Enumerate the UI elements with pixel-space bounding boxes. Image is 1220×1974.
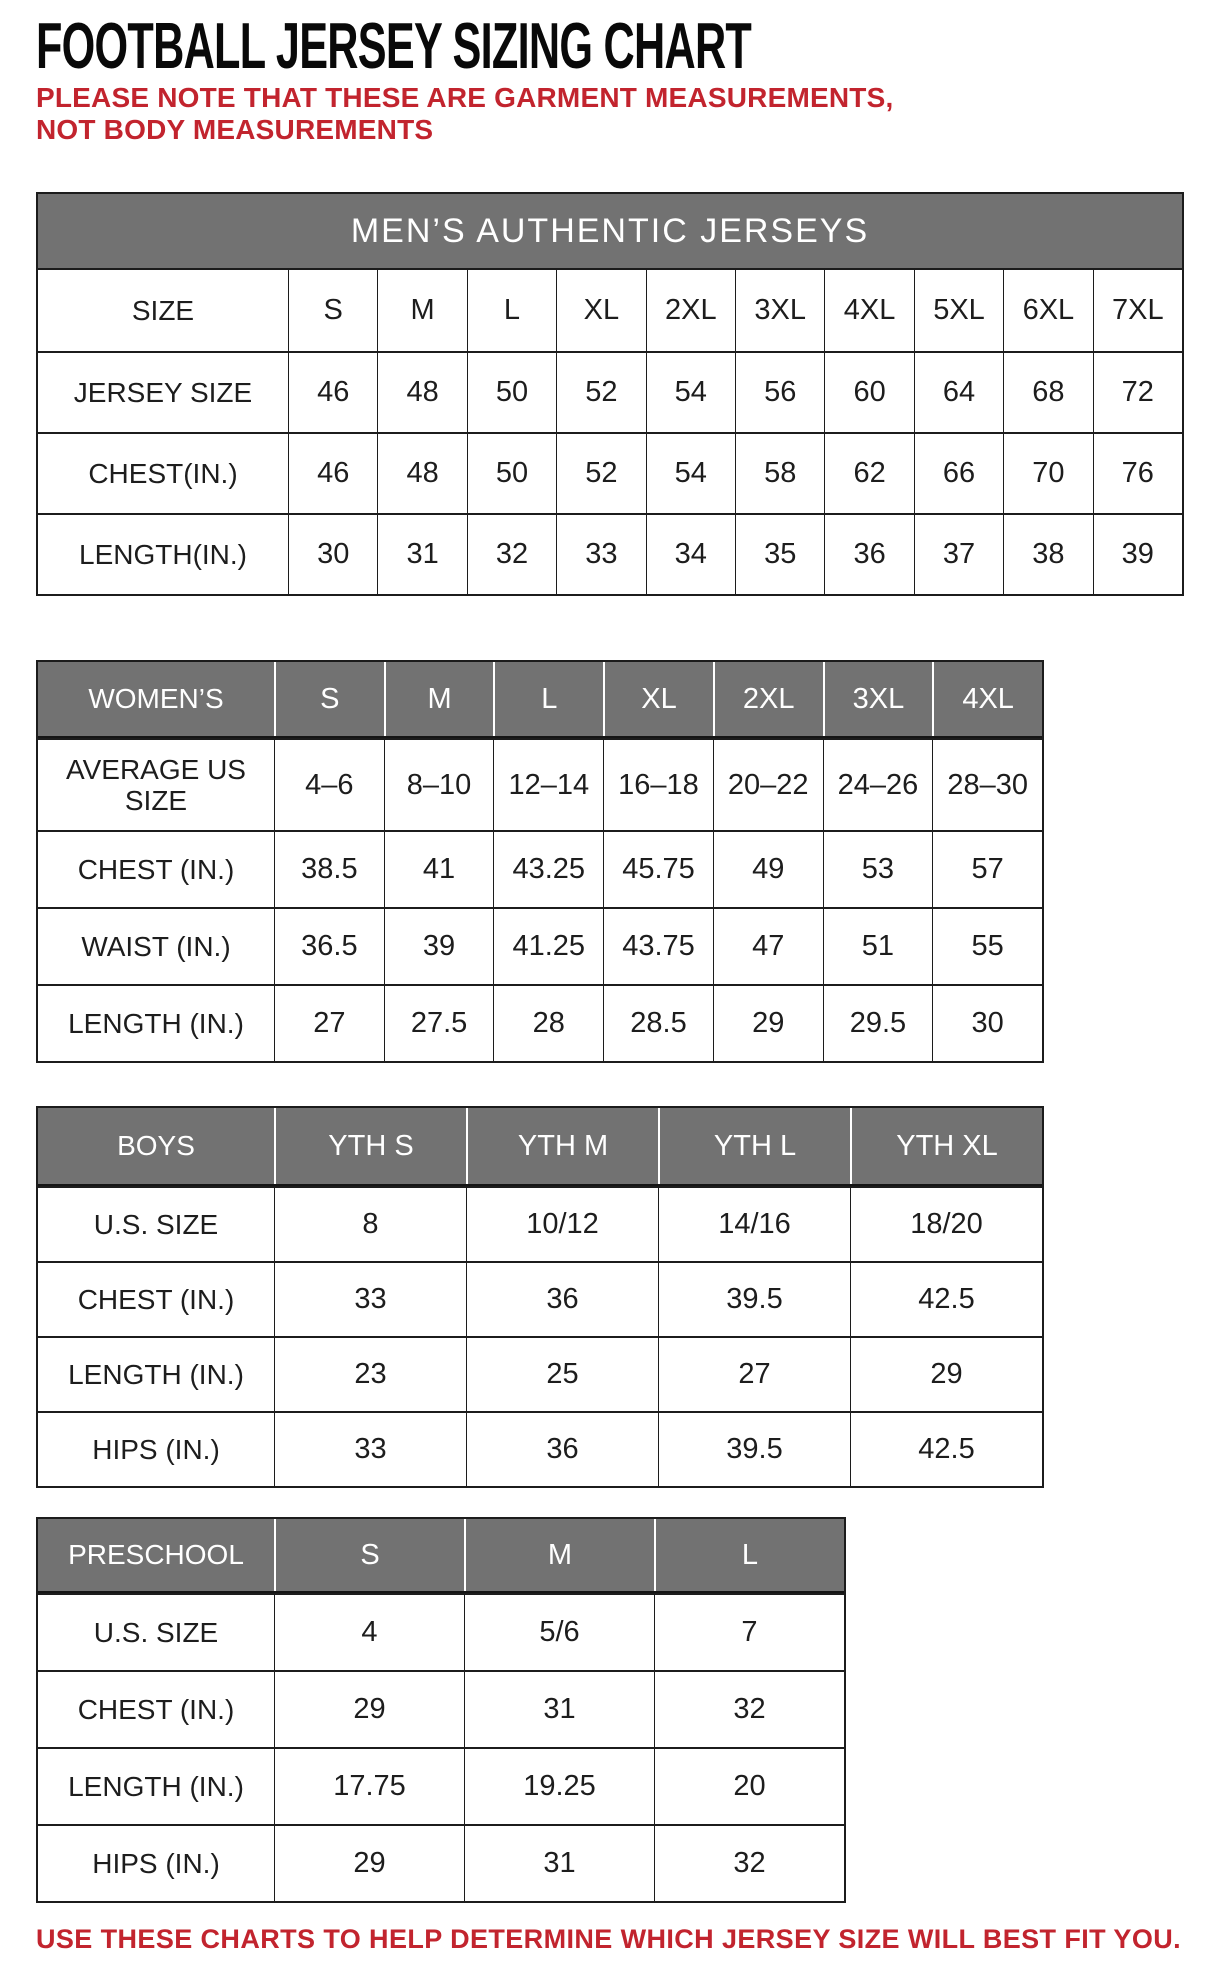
preschool-column-header: L — [654, 1519, 844, 1591]
mens-value-cell: 3XL — [735, 270, 824, 351]
boys-value-cell: 8 — [274, 1188, 466, 1261]
boys-column-header: YTH L — [658, 1108, 850, 1184]
boys-column-header: YTH S — [274, 1108, 466, 1184]
boys-row-label: LENGTH (IN.) — [68, 1358, 244, 1390]
womens-value-cell: 49 — [713, 832, 823, 907]
mens-value-cell: 54 — [646, 434, 735, 513]
mens-value-cell: 68 — [1003, 353, 1092, 432]
womens-value-cell: 57 — [932, 832, 1042, 907]
womens-value-cell: 45.75 — [603, 832, 713, 907]
preschool-column-header: M — [464, 1519, 654, 1591]
mens-value-cell: L — [467, 270, 556, 351]
mens-value-cell: 76 — [1093, 434, 1182, 513]
mens-value-cell: 34 — [646, 515, 735, 594]
womens-row-label: CHEST (IN.) — [77, 853, 235, 885]
preschool-value-cell: 19.25 — [464, 1749, 654, 1824]
womens-value-cell: 39 — [384, 909, 494, 984]
boys-value-cell: 39.5 — [658, 1263, 850, 1336]
preschool-column-header: S — [274, 1519, 464, 1591]
mens-value-cell: M — [377, 270, 466, 351]
womens-value-cell: 27 — [274, 986, 384, 1061]
boys-value-cell: 25 — [466, 1338, 658, 1411]
preschool-value-cell: 4 — [274, 1595, 464, 1670]
garment-measurement-note: PLEASE NOTE THAT THESE ARE GARMENT MEASUREMENTS, NOT BODY MEASUREMENTS — [36, 82, 894, 146]
mens-table-grid — [38, 270, 1182, 594]
mens-value-cell: 32 — [467, 515, 556, 594]
boys-value-cell: 33 — [274, 1413, 466, 1486]
preschool-value-cell: 7 — [654, 1595, 844, 1670]
womens-column-header: S — [274, 662, 384, 736]
womens-value-cell: 28.5 — [603, 986, 713, 1061]
boys-value-cell: 39.5 — [658, 1413, 850, 1486]
preschool-row-label: LENGTH (IN.) — [68, 1770, 244, 1802]
boys-row — [38, 1411, 1042, 1486]
preschool-row — [38, 1593, 844, 1670]
preschool-row — [38, 1824, 844, 1901]
mens-value-cell: 56 — [735, 353, 824, 432]
womens-value-cell: 8–10 — [384, 740, 494, 830]
mens-value-cell: 60 — [824, 353, 913, 432]
boys-value-cell: 33 — [274, 1263, 466, 1336]
womens-value-cell: 4–6 — [274, 740, 384, 830]
mens-value-cell: 2XL — [646, 270, 735, 351]
mens-value-cell: 64 — [914, 353, 1003, 432]
womens-value-cell: 29 — [713, 986, 823, 1061]
preschool-header-label: PRESCHOOL — [38, 1519, 274, 1591]
boys-value-cell: 10/12 — [466, 1188, 658, 1261]
womens-table-grid — [38, 662, 1042, 1061]
mens-value-cell: 52 — [556, 434, 645, 513]
mens-value-cell: 38 — [1003, 515, 1092, 594]
preschool-table-grid — [38, 1519, 844, 1901]
boys-row-label: HIPS (IN.) — [92, 1433, 220, 1465]
boys-header-label: BOYS — [38, 1108, 274, 1184]
womens-value-cell: 36.5 — [274, 909, 384, 984]
boys-sizing-table — [36, 1106, 1044, 1488]
preschool-row-label: U.S. SIZE — [93, 1616, 219, 1648]
womens-column-header: M — [384, 662, 494, 736]
mens-table-caption: MEN’S AUTHENTIC JERSEYS — [38, 194, 1182, 270]
mens-value-cell: 48 — [377, 353, 466, 432]
preschool-value-cell: 32 — [654, 1826, 844, 1901]
womens-row — [38, 830, 1042, 907]
womens-value-cell: 47 — [713, 909, 823, 984]
womens-value-cell: 41 — [384, 832, 494, 907]
preschool-sizing-table — [36, 1517, 846, 1903]
boys-value-cell: 42.5 — [850, 1413, 1042, 1486]
mens-value-cell: 46 — [288, 353, 377, 432]
mens-value-cell: 50 — [467, 353, 556, 432]
womens-column-header: L — [493, 662, 603, 736]
mens-value-cell: 30 — [288, 515, 377, 594]
preschool-row-label: HIPS (IN.) — [92, 1847, 220, 1879]
preschool-value-cell: 20 — [654, 1749, 844, 1824]
mens-row-label: CHEST(IN.) — [88, 457, 238, 489]
womens-value-cell: 41.25 — [493, 909, 603, 984]
womens-header-row — [38, 662, 1042, 738]
womens-value-cell: 29.5 — [823, 986, 933, 1061]
womens-value-cell: 53 — [823, 832, 933, 907]
mens-value-cell: 31 — [377, 515, 466, 594]
mens-value-cell: 35 — [735, 515, 824, 594]
preschool-row — [38, 1747, 844, 1824]
womens-value-cell: 55 — [932, 909, 1042, 984]
womens-value-cell: 38.5 — [274, 832, 384, 907]
mens-value-cell: XL — [556, 270, 645, 351]
preschool-value-cell: 29 — [274, 1826, 464, 1901]
preschool-value-cell: 5/6 — [464, 1595, 654, 1670]
womens-row-label: AVERAGE US SIZE — [66, 753, 246, 816]
mens-value-cell: 36 — [824, 515, 913, 594]
womens-column-header: 3XL — [823, 662, 933, 736]
mens-value-cell: 4XL — [824, 270, 913, 351]
preschool-value-cell: 32 — [654, 1672, 844, 1747]
womens-value-cell: 27.5 — [384, 986, 494, 1061]
womens-value-cell: 28 — [493, 986, 603, 1061]
mens-row — [38, 513, 1182, 594]
womens-column-header: XL — [603, 662, 713, 736]
mens-value-cell: 70 — [1003, 434, 1092, 513]
mens-value-cell: 5XL — [914, 270, 1003, 351]
boys-row — [38, 1261, 1042, 1336]
womens-header-label: WOMEN’S — [38, 662, 274, 736]
womens-value-cell: 51 — [823, 909, 933, 984]
mens-value-cell: 33 — [556, 515, 645, 594]
womens-value-cell: 16–18 — [603, 740, 713, 830]
womens-value-cell: 12–14 — [493, 740, 603, 830]
preschool-header-row — [38, 1519, 844, 1593]
boys-value-cell: 14/16 — [658, 1188, 850, 1261]
womens-row-label: LENGTH (IN.) — [68, 1007, 244, 1039]
preschool-row-label: CHEST (IN.) — [77, 1693, 235, 1725]
boys-row-label: CHEST (IN.) — [77, 1283, 235, 1315]
preschool-value-cell: 17.75 — [274, 1749, 464, 1824]
boys-row-label: U.S. SIZE — [93, 1208, 219, 1240]
mens-value-cell: 54 — [646, 353, 735, 432]
womens-row-label: WAIST (IN.) — [81, 930, 231, 962]
mens-row — [38, 351, 1182, 432]
mens-value-cell: 58 — [735, 434, 824, 513]
boys-value-cell: 36 — [466, 1263, 658, 1336]
preschool-value-cell: 31 — [464, 1672, 654, 1747]
preschool-value-cell: 31 — [464, 1826, 654, 1901]
womens-row — [38, 738, 1042, 830]
boys-row — [38, 1336, 1042, 1411]
womens-row — [38, 984, 1042, 1061]
mens-row — [38, 270, 1182, 351]
boys-value-cell: 18/20 — [850, 1188, 1042, 1261]
mens-row-label: JERSEY SIZE — [73, 376, 253, 408]
fit-advice-note: USE THESE CHARTS TO HELP DETERMINE WHICH JERSEY SIZE WILL BEST FIT YOU. — [36, 1924, 1182, 1954]
page-title: FOOTBALL JERSEY SIZING CHART — [36, 9, 752, 83]
womens-value-cell: 20–22 — [713, 740, 823, 830]
mens-value-cell: 52 — [556, 353, 645, 432]
mens-value-cell: 39 — [1093, 515, 1182, 594]
mens-value-cell: 37 — [914, 515, 1003, 594]
womens-value-cell: 28–30 — [932, 740, 1042, 830]
womens-column-header: 2XL — [713, 662, 823, 736]
mens-value-cell: 62 — [824, 434, 913, 513]
mens-value-cell: 48 — [377, 434, 466, 513]
boys-value-cell: 36 — [466, 1413, 658, 1486]
boys-table-grid — [38, 1108, 1042, 1486]
mens-authentic-jerseys-table — [36, 192, 1184, 596]
boys-value-cell: 42.5 — [850, 1263, 1042, 1336]
mens-value-cell: 7XL — [1093, 270, 1182, 351]
mens-value-cell: 46 — [288, 434, 377, 513]
boys-column-header: YTH M — [466, 1108, 658, 1184]
mens-value-cell: S — [288, 270, 377, 351]
mens-row-label: LENGTH(IN.) — [79, 538, 247, 570]
mens-value-cell: 72 — [1093, 353, 1182, 432]
boys-row — [38, 1186, 1042, 1261]
boys-column-header: YTH XL — [850, 1108, 1042, 1184]
boys-value-cell: 29 — [850, 1338, 1042, 1411]
mens-value-cell: 6XL — [1003, 270, 1092, 351]
womens-value-cell: 43.75 — [603, 909, 713, 984]
mens-row — [38, 432, 1182, 513]
womens-sizing-table — [36, 660, 1044, 1063]
womens-row — [38, 907, 1042, 984]
mens-value-cell: 66 — [914, 434, 1003, 513]
boys-header-row — [38, 1108, 1042, 1186]
womens-column-header: 4XL — [932, 662, 1042, 736]
womens-value-cell: 24–26 — [823, 740, 933, 830]
womens-value-cell: 30 — [932, 986, 1042, 1061]
mens-value-cell: 50 — [467, 434, 556, 513]
preschool-value-cell: 29 — [274, 1672, 464, 1747]
preschool-row — [38, 1670, 844, 1747]
boys-value-cell: 27 — [658, 1338, 850, 1411]
boys-value-cell: 23 — [274, 1338, 466, 1411]
womens-value-cell: 43.25 — [493, 832, 603, 907]
mens-row-label: SIZE — [131, 294, 195, 326]
